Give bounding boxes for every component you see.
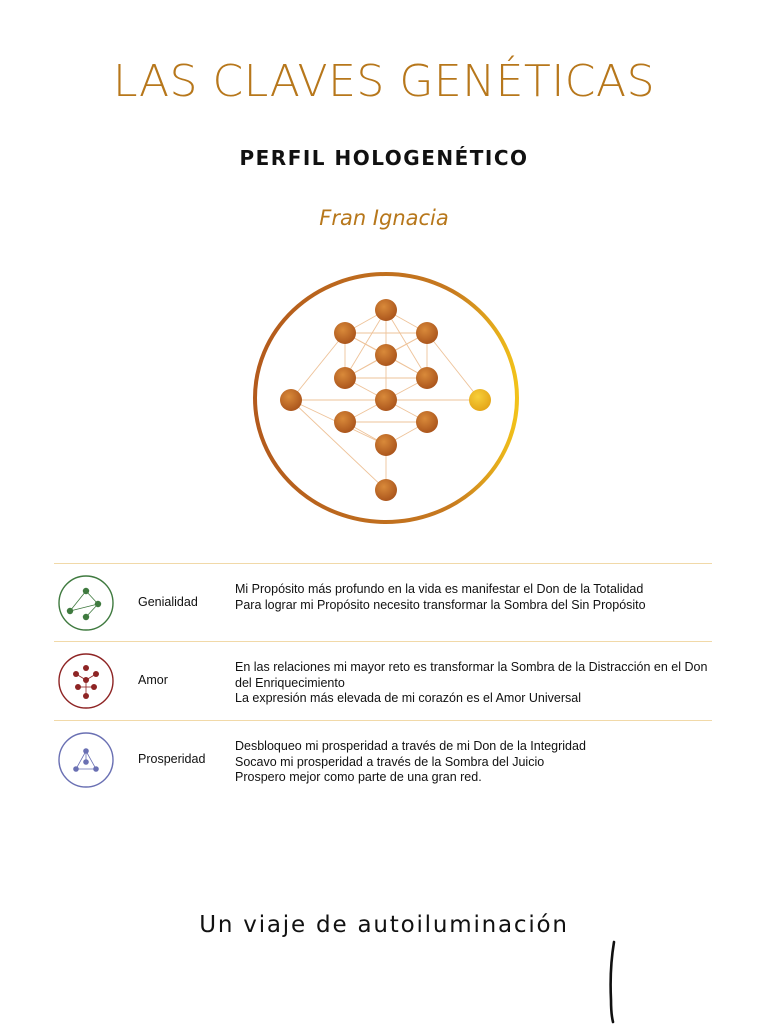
sequence-line: En las relaciones mi mayor reto es transformar la Sombra de la Distracción en el Don del Enriquecimiento xyxy=(235,660,708,690)
center-dot xyxy=(375,299,397,321)
sequence-row-amor xyxy=(54,642,712,720)
genius-sequence-icon xyxy=(56,574,116,632)
sequence-line: Para lograr mi Propósito necesito transformar la Sombra del Sin Propósito xyxy=(235,597,646,612)
center-dot xyxy=(375,389,397,411)
sequence-label: Prosperidad xyxy=(138,752,206,766)
center-dot xyxy=(416,367,438,389)
sequence-text xyxy=(235,739,715,786)
sequence-line: Socavo mi prosperidad a través de la Sombra del Juicio xyxy=(235,754,545,769)
sequence-line: Prospero mejor como parte de una gran red. xyxy=(235,770,482,784)
sequence-label: Genialidad xyxy=(138,595,198,609)
center-dot xyxy=(334,367,356,389)
center-dot xyxy=(375,434,397,456)
center-dot xyxy=(375,344,397,366)
page-title: LAS CLAVES GENÉTICAS xyxy=(112,56,656,107)
sequence-line: Desbloqueo mi prosperidad a través de mi Don de la Integridad xyxy=(235,739,586,753)
sequence-text xyxy=(235,582,715,613)
sequence-line: Mi Propósito más profundo en la vida es manifestar el Don de la Totalidad xyxy=(235,582,644,596)
center-dot xyxy=(375,479,397,501)
brush-stroke-icon xyxy=(606,940,620,1024)
sequence-text xyxy=(235,660,715,707)
center-dot xyxy=(280,389,302,411)
sequence-row-genialidad xyxy=(54,564,712,642)
hologenetic-bodygraph-icon xyxy=(250,270,522,526)
tagline: Un viaje de autoiluminación xyxy=(199,912,569,938)
prosperity-sequence-icon xyxy=(56,731,116,789)
person-name: Fran Ignacia xyxy=(319,206,449,230)
sequence-label: Amor xyxy=(138,673,168,687)
sequence-row-prosperidad xyxy=(54,721,712,799)
center-dot-highlight xyxy=(469,389,491,411)
page-subtitle: PERFIL HOLOGENÉTICO xyxy=(239,146,529,170)
center-dot xyxy=(334,322,356,344)
sequence-line: La expresión más elevada de mi corazón es el Amor Universal xyxy=(235,691,582,705)
center-dot xyxy=(416,322,438,344)
love-sequence-icon xyxy=(56,652,116,710)
center-dot xyxy=(416,411,438,433)
center-dot xyxy=(334,411,356,433)
